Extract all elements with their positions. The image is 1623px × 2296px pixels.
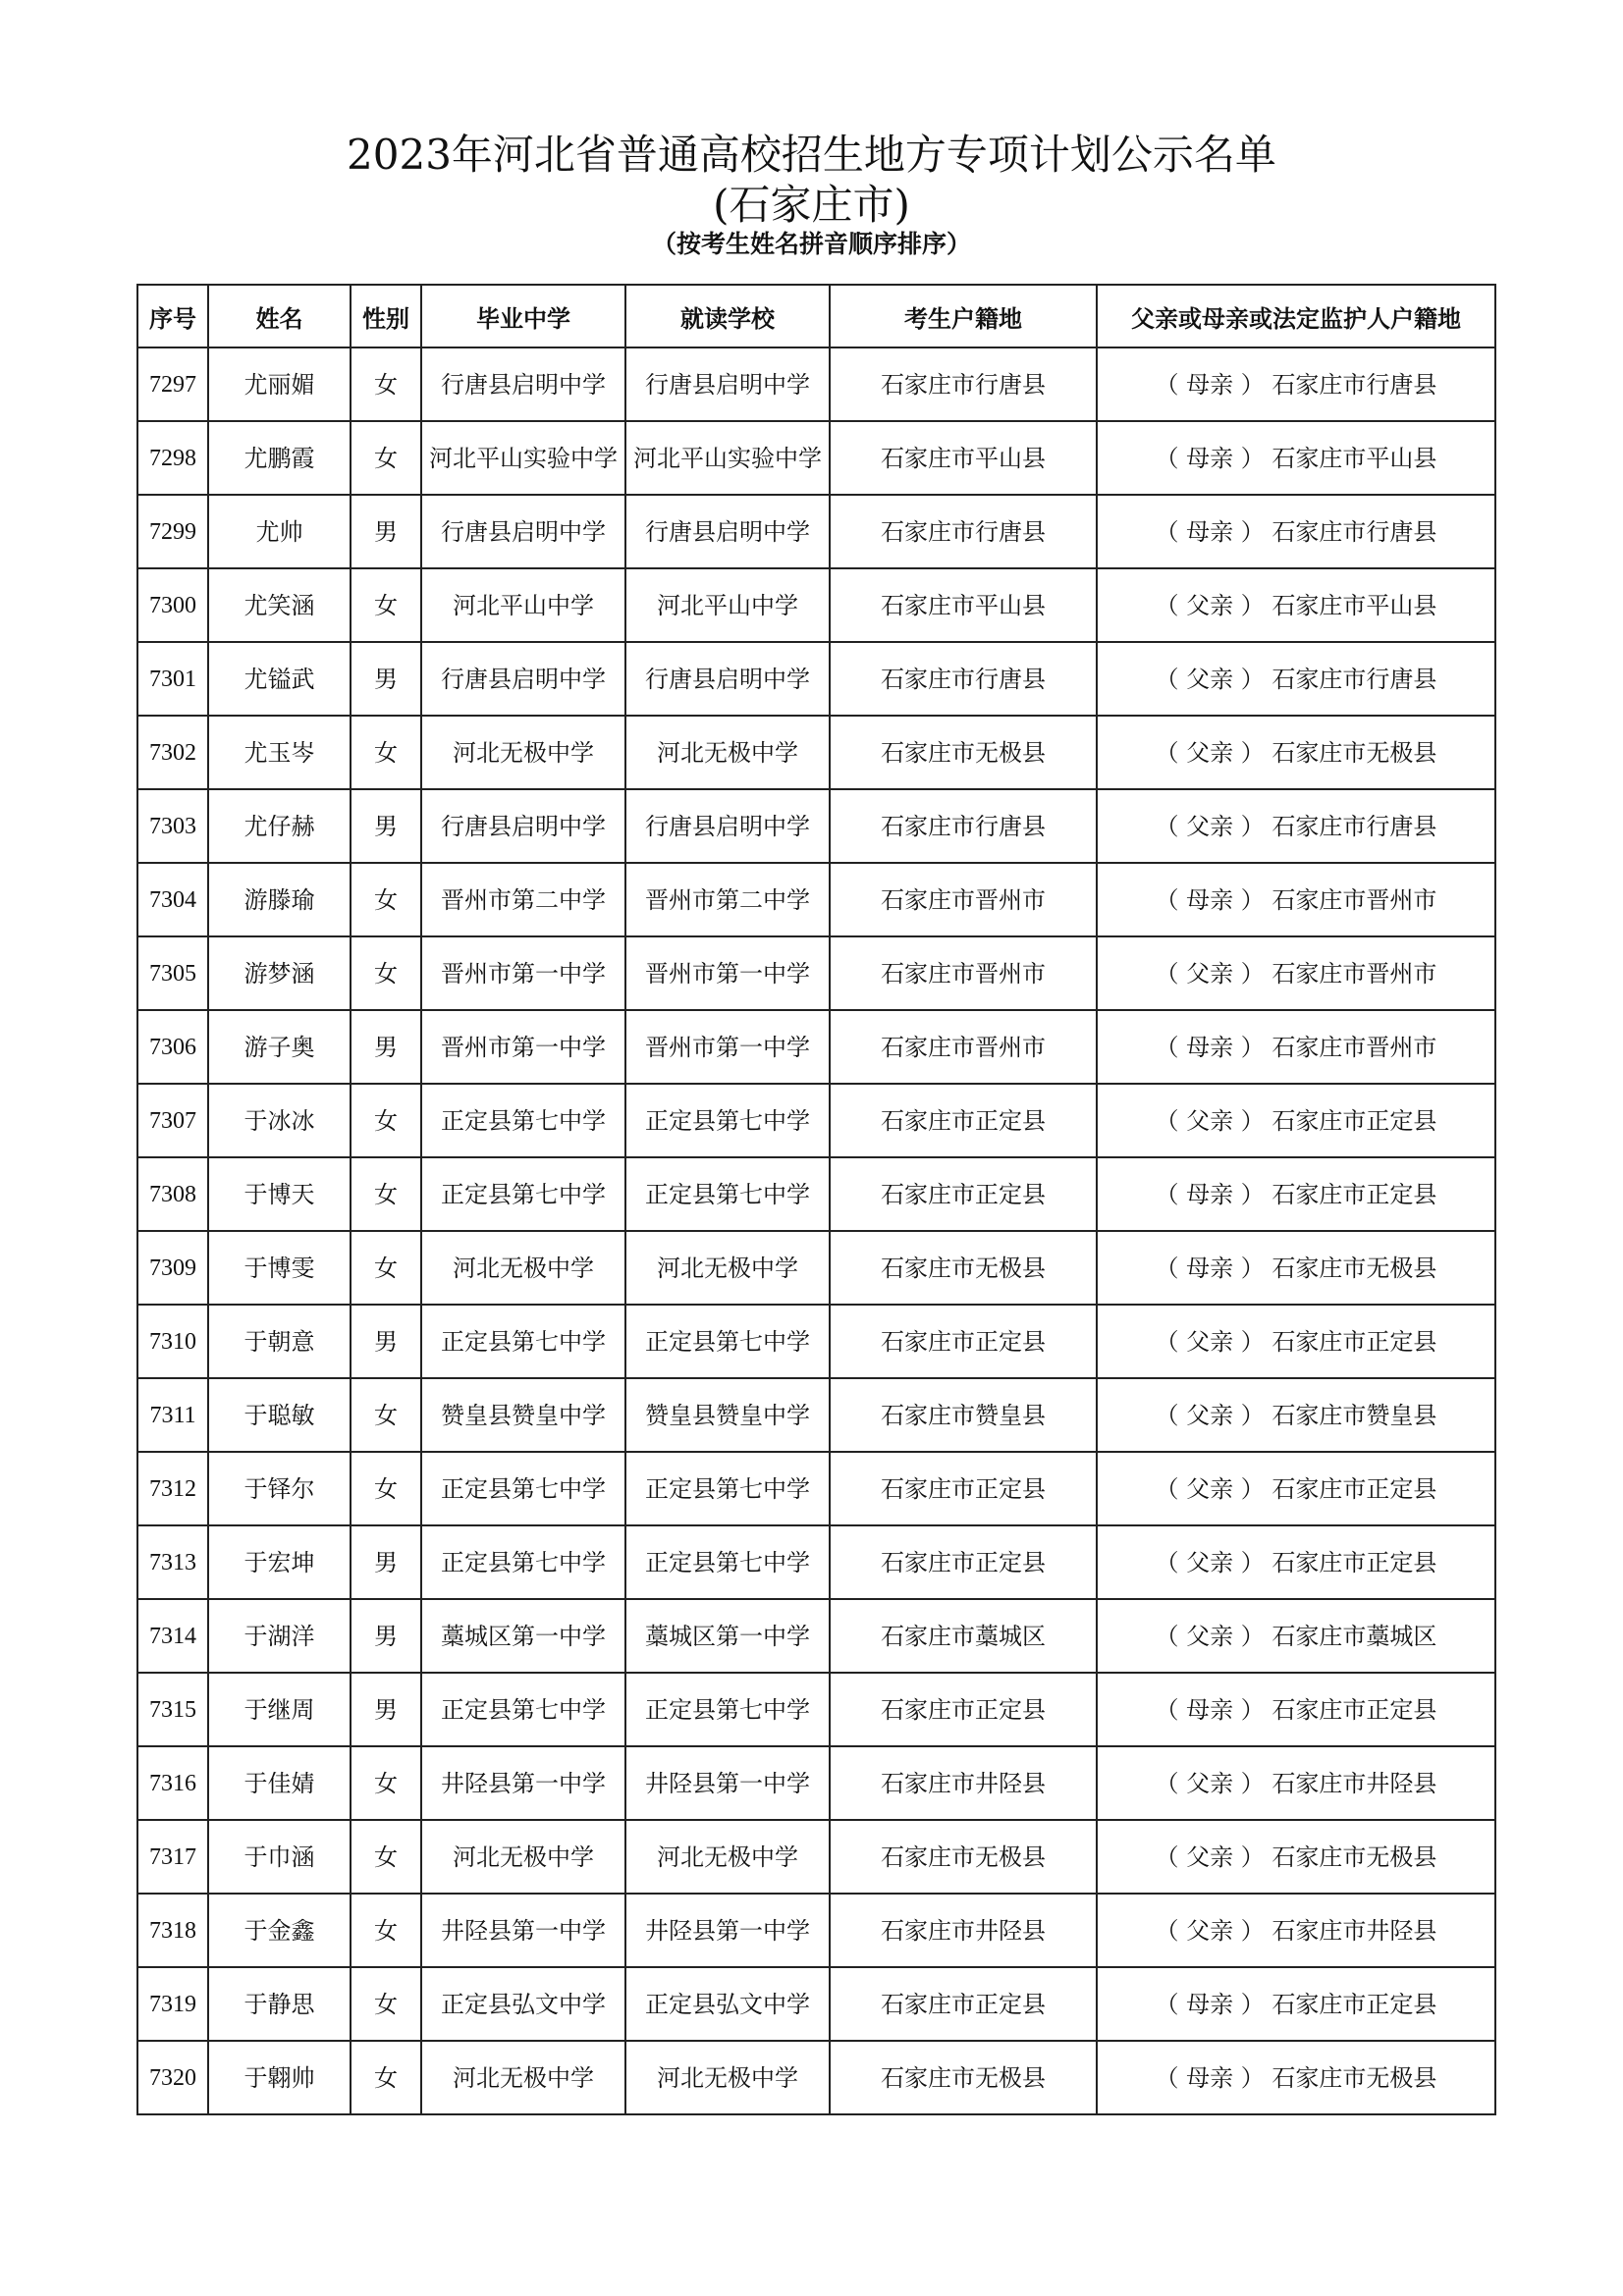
cell-name: 尤帅: [208, 495, 351, 568]
table-row: [137, 642, 1495, 716]
cell-gender: 女: [351, 1820, 421, 1894]
cell-current-school: 正定县第七中学: [625, 1525, 830, 1599]
cell-name: 于翺帅: [208, 2041, 351, 2114]
cell-current-school: 行唐县启明中学: [625, 789, 830, 863]
cell-serial: 7298: [137, 421, 208, 495]
cell-serial: 7317: [137, 1820, 208, 1894]
table-row: [137, 1157, 1495, 1231]
cell-graduated-school: 晋州市第一中学: [421, 1010, 625, 1084]
document-sort-note: （按考生姓名拼音顺序排序）: [651, 230, 971, 258]
cell-graduated-school: 藁城区第一中学: [421, 1599, 625, 1673]
cell-current-school: 赞皇县赞皇中学: [625, 1378, 830, 1452]
header-serial: 序号: [137, 285, 208, 347]
table-row: [137, 1525, 1495, 1599]
table-row: [137, 716, 1495, 789]
cell-gender: 女: [351, 1746, 421, 1820]
cell-serial: 7308: [137, 1157, 208, 1231]
cell-current-school: 晋州市第二中学: [625, 863, 830, 936]
document-subtitle-city: (石家庄市): [713, 181, 910, 229]
cell-guardian-hukou: （ 父亲 ） 石家庄市晋州市: [1097, 936, 1495, 1010]
header-graduated-school: 毕业中学: [421, 285, 625, 347]
cell-graduated-school: 赞皇县赞皇中学: [421, 1378, 625, 1452]
cell-name: 于巾涵: [208, 1820, 351, 1894]
cell-gender: 女: [351, 716, 421, 789]
cell-name: 于湖洋: [208, 1599, 351, 1673]
cell-serial: 7312: [137, 1452, 208, 1525]
cell-gender: 女: [351, 1967, 421, 2041]
cell-current-school: 河北无极中学: [625, 1820, 830, 1894]
cell-current-school: 正定县弘文中学: [625, 1967, 830, 2041]
cell-guardian-hukou: （ 父亲 ） 石家庄市正定县: [1097, 1525, 1495, 1599]
cell-gender: 男: [351, 642, 421, 716]
cell-serial: 7305: [137, 936, 208, 1010]
cell-graduated-school: 河北无极中学: [421, 2041, 625, 2114]
cell-current-school: 河北平山中学: [625, 568, 830, 642]
cell-current-school: 河北无极中学: [625, 2041, 830, 2114]
cell-guardian-hukou: （ 父亲 ） 石家庄市无极县: [1097, 1820, 1495, 1894]
cell-student-hukou: 石家庄市井陉县: [830, 1746, 1097, 1820]
cell-student-hukou: 石家庄市无极县: [830, 2041, 1097, 2114]
cell-student-hukou: 石家庄市晋州市: [830, 1010, 1097, 1084]
cell-gender: 男: [351, 495, 421, 568]
table-body: [137, 347, 1495, 2114]
cell-student-hukou: 石家庄市无极县: [830, 1820, 1097, 1894]
cell-current-school: 正定县第七中学: [625, 1452, 830, 1525]
cell-gender: 男: [351, 1673, 421, 1746]
cell-serial: 7314: [137, 1599, 208, 1673]
cell-serial: 7302: [137, 716, 208, 789]
header-gender: 性别: [351, 285, 421, 347]
cell-graduated-school: 河北平山实验中学: [421, 421, 625, 495]
table-row: [137, 1084, 1495, 1157]
cell-graduated-school: 正定县第七中学: [421, 1157, 625, 1231]
cell-serial: 7307: [137, 1084, 208, 1157]
cell-name: 游梦涵: [208, 936, 351, 1010]
cell-gender: 女: [351, 1157, 421, 1231]
cell-guardian-hukou: （ 父亲 ） 石家庄市正定县: [1097, 1452, 1495, 1525]
cell-guardian-hukou: （ 父亲 ） 石家庄市平山县: [1097, 568, 1495, 642]
cell-graduated-school: 河北平山中学: [421, 568, 625, 642]
table-row: [137, 1231, 1495, 1305]
cell-graduated-school: 行唐县启明中学: [421, 347, 625, 421]
cell-gender: 女: [351, 421, 421, 495]
cell-graduated-school: 行唐县启明中学: [421, 495, 625, 568]
cell-guardian-hukou: （ 母亲 ） 石家庄市正定县: [1097, 1157, 1495, 1231]
cell-name: 于博天: [208, 1157, 351, 1231]
cell-gender: 女: [351, 1894, 421, 1967]
cell-name: 于朝意: [208, 1305, 351, 1378]
cell-serial: 7320: [137, 2041, 208, 2114]
cell-current-school: 正定县第七中学: [625, 1305, 830, 1378]
header-guardian-hukou: 父亲或母亲或法定监护人户籍地: [1097, 285, 1495, 347]
table-row: [137, 1305, 1495, 1378]
cell-gender: 女: [351, 1378, 421, 1452]
table-row: [137, 1378, 1495, 1452]
cell-serial: 7310: [137, 1305, 208, 1378]
cell-student-hukou: 石家庄市晋州市: [830, 863, 1097, 936]
cell-name: 于宏坤: [208, 1525, 351, 1599]
cell-name: 尤玉岑: [208, 716, 351, 789]
cell-guardian-hukou: （ 母亲 ） 石家庄市正定县: [1097, 1967, 1495, 2041]
cell-current-school: 河北无极中学: [625, 716, 830, 789]
cell-guardian-hukou: （ 母亲 ） 石家庄市无极县: [1097, 2041, 1495, 2114]
cell-student-hukou: 石家庄市平山县: [830, 421, 1097, 495]
cell-name: 游子奥: [208, 1010, 351, 1084]
cell-serial: 7313: [137, 1525, 208, 1599]
header-current-school: 就读学校: [625, 285, 830, 347]
cell-current-school: 井陉县第一中学: [625, 1746, 830, 1820]
cell-serial: 7315: [137, 1673, 208, 1746]
cell-serial: 7311: [137, 1378, 208, 1452]
cell-current-school: 井陉县第一中学: [625, 1894, 830, 1967]
cell-serial: 7304: [137, 863, 208, 936]
cell-guardian-hukou: （ 父亲 ） 石家庄市行唐县: [1097, 789, 1495, 863]
cell-name: 于冰冰: [208, 1084, 351, 1157]
cell-guardian-hukou: （ 父亲 ） 石家庄市藁城区: [1097, 1599, 1495, 1673]
document-title: 2023年河北省普通高校招生地方专项计划公示名单: [347, 131, 1276, 179]
cell-guardian-hukou: （ 母亲 ） 石家庄市晋州市: [1097, 863, 1495, 936]
table-row: [137, 1894, 1495, 1967]
cell-student-hukou: 石家庄市晋州市: [830, 936, 1097, 1010]
cell-current-school: 河北平山实验中学: [625, 421, 830, 495]
cell-name: 于博雯: [208, 1231, 351, 1305]
cell-student-hukou: 石家庄市无极县: [830, 1231, 1097, 1305]
cell-graduated-school: 井陉县第一中学: [421, 1894, 625, 1967]
cell-student-hukou: 石家庄市正定县: [830, 1157, 1097, 1231]
cell-graduated-school: 正定县弘文中学: [421, 1967, 625, 2041]
cell-student-hukou: 石家庄市赞皇县: [830, 1378, 1097, 1452]
cell-name: 于佳婧: [208, 1746, 351, 1820]
cell-serial: 7319: [137, 1967, 208, 2041]
table-header-row: [137, 285, 1495, 347]
table-row: [137, 1746, 1495, 1820]
cell-graduated-school: 正定县第七中学: [421, 1525, 625, 1599]
cell-guardian-hukou: （ 父亲 ） 石家庄市井陉县: [1097, 1746, 1495, 1820]
cell-guardian-hukou: （ 母亲 ） 石家庄市行唐县: [1097, 495, 1495, 568]
cell-gender: 女: [351, 2041, 421, 2114]
cell-current-school: 正定县第七中学: [625, 1084, 830, 1157]
cell-name: 尤笑涵: [208, 568, 351, 642]
cell-graduated-school: 正定县第七中学: [421, 1673, 625, 1746]
cell-student-hukou: 石家庄市藁城区: [830, 1599, 1097, 1673]
header-student-hukou: 考生户籍地: [830, 285, 1097, 347]
cell-serial: 7299: [137, 495, 208, 568]
cell-graduated-school: 正定县第七中学: [421, 1452, 625, 1525]
cell-current-school: 晋州市第一中学: [625, 936, 830, 1010]
table-row: [137, 1010, 1495, 1084]
cell-guardian-hukou: （ 母亲 ） 石家庄市正定县: [1097, 1673, 1495, 1746]
cell-student-hukou: 石家庄市行唐县: [830, 789, 1097, 863]
table-row: [137, 568, 1495, 642]
cell-serial: 7300: [137, 568, 208, 642]
table-row: [137, 1452, 1495, 1525]
cell-student-hukou: 石家庄市行唐县: [830, 495, 1097, 568]
cell-current-school: 正定县第七中学: [625, 1673, 830, 1746]
cell-current-school: 河北无极中学: [625, 1231, 830, 1305]
cell-gender: 女: [351, 1231, 421, 1305]
cell-graduated-school: 河北无极中学: [421, 1820, 625, 1894]
cell-gender: 女: [351, 1452, 421, 1525]
cell-gender: 男: [351, 1305, 421, 1378]
cell-name: 尤鹏霞: [208, 421, 351, 495]
table-row: [137, 1967, 1495, 2041]
cell-graduated-school: 井陉县第一中学: [421, 1746, 625, 1820]
table-row: [137, 1599, 1495, 1673]
cell-graduated-school: 晋州市第一中学: [421, 936, 625, 1010]
cell-gender: 女: [351, 347, 421, 421]
cell-serial: 7316: [137, 1746, 208, 1820]
cell-current-school: 藁城区第一中学: [625, 1599, 830, 1673]
cell-name: 于继周: [208, 1673, 351, 1746]
cell-student-hukou: 石家庄市行唐县: [830, 347, 1097, 421]
cell-guardian-hukou: （ 父亲 ） 石家庄市正定县: [1097, 1305, 1495, 1378]
cell-guardian-hukou: （ 母亲 ） 石家庄市无极县: [1097, 1231, 1495, 1305]
cell-graduated-school: 晋州市第二中学: [421, 863, 625, 936]
cell-serial: 7301: [137, 642, 208, 716]
cell-graduated-school: 河北无极中学: [421, 1231, 625, 1305]
cell-graduated-school: 正定县第七中学: [421, 1084, 625, 1157]
cell-serial: 7297: [137, 347, 208, 421]
cell-name: 于铎尔: [208, 1452, 351, 1525]
table-row: [137, 789, 1495, 863]
cell-guardian-hukou: （ 父亲 ） 石家庄市无极县: [1097, 716, 1495, 789]
cell-graduated-school: 河北无极中学: [421, 716, 625, 789]
table-row: [137, 936, 1495, 1010]
cell-student-hukou: 石家庄市行唐县: [830, 642, 1097, 716]
cell-name: 尤丽媚: [208, 347, 351, 421]
cell-current-school: 晋州市第一中学: [625, 1010, 830, 1084]
cell-name: 尤镒武: [208, 642, 351, 716]
cell-guardian-hukou: （ 父亲 ） 石家庄市井陉县: [1097, 1894, 1495, 1967]
cell-guardian-hukou: （ 母亲 ） 石家庄市平山县: [1097, 421, 1495, 495]
cell-name: 于静思: [208, 1967, 351, 2041]
cell-gender: 女: [351, 1084, 421, 1157]
cell-current-school: 行唐县启明中学: [625, 347, 830, 421]
cell-student-hukou: 石家庄市平山县: [830, 568, 1097, 642]
cell-gender: 男: [351, 1525, 421, 1599]
cell-serial: 7306: [137, 1010, 208, 1084]
cell-student-hukou: 石家庄市正定县: [830, 1084, 1097, 1157]
cell-student-hukou: 石家庄市正定县: [830, 1305, 1097, 1378]
cell-current-school: 正定县第七中学: [625, 1157, 830, 1231]
cell-student-hukou: 石家庄市正定县: [830, 1673, 1097, 1746]
cell-gender: 男: [351, 1010, 421, 1084]
cell-name: 于聪敏: [208, 1378, 351, 1452]
cell-gender: 男: [351, 789, 421, 863]
cell-gender: 女: [351, 863, 421, 936]
cell-student-hukou: 石家庄市正定县: [830, 1967, 1097, 2041]
roster-table: [136, 284, 1496, 2115]
cell-guardian-hukou: （ 父亲 ） 石家庄市正定县: [1097, 1084, 1495, 1157]
cell-guardian-hukou: （ 母亲 ） 石家庄市晋州市: [1097, 1010, 1495, 1084]
cell-serial: 7318: [137, 1894, 208, 1967]
cell-student-hukou: 石家庄市正定县: [830, 1525, 1097, 1599]
table-row: [137, 495, 1495, 568]
cell-graduated-school: 正定县第七中学: [421, 1305, 625, 1378]
cell-student-hukou: 石家庄市无极县: [830, 716, 1097, 789]
cell-gender: 女: [351, 568, 421, 642]
header-name: 姓名: [208, 285, 351, 347]
table-row: [137, 347, 1495, 421]
cell-gender: 男: [351, 1599, 421, 1673]
cell-graduated-school: 行唐县启明中学: [421, 642, 625, 716]
cell-name: 尤仔赫: [208, 789, 351, 863]
cell-serial: 7303: [137, 789, 208, 863]
cell-serial: 7309: [137, 1231, 208, 1305]
table-row: [137, 421, 1495, 495]
cell-student-hukou: 石家庄市井陉县: [830, 1894, 1097, 1967]
cell-name: 于金鑫: [208, 1894, 351, 1967]
cell-name: 游滕瑜: [208, 863, 351, 936]
cell-current-school: 行唐县启明中学: [625, 495, 830, 568]
cell-current-school: 行唐县启明中学: [625, 642, 830, 716]
cell-graduated-school: 行唐县启明中学: [421, 789, 625, 863]
cell-gender: 女: [351, 936, 421, 1010]
cell-guardian-hukou: （ 母亲 ） 石家庄市行唐县: [1097, 347, 1495, 421]
table-row: [137, 1820, 1495, 1894]
table-row: [137, 863, 1495, 936]
cell-guardian-hukou: （ 父亲 ） 石家庄市赞皇县: [1097, 1378, 1495, 1452]
table-row: [137, 1673, 1495, 1746]
table-row: [137, 2041, 1495, 2114]
cell-guardian-hukou: （ 父亲 ） 石家庄市行唐县: [1097, 642, 1495, 716]
cell-student-hukou: 石家庄市正定县: [830, 1452, 1097, 1525]
